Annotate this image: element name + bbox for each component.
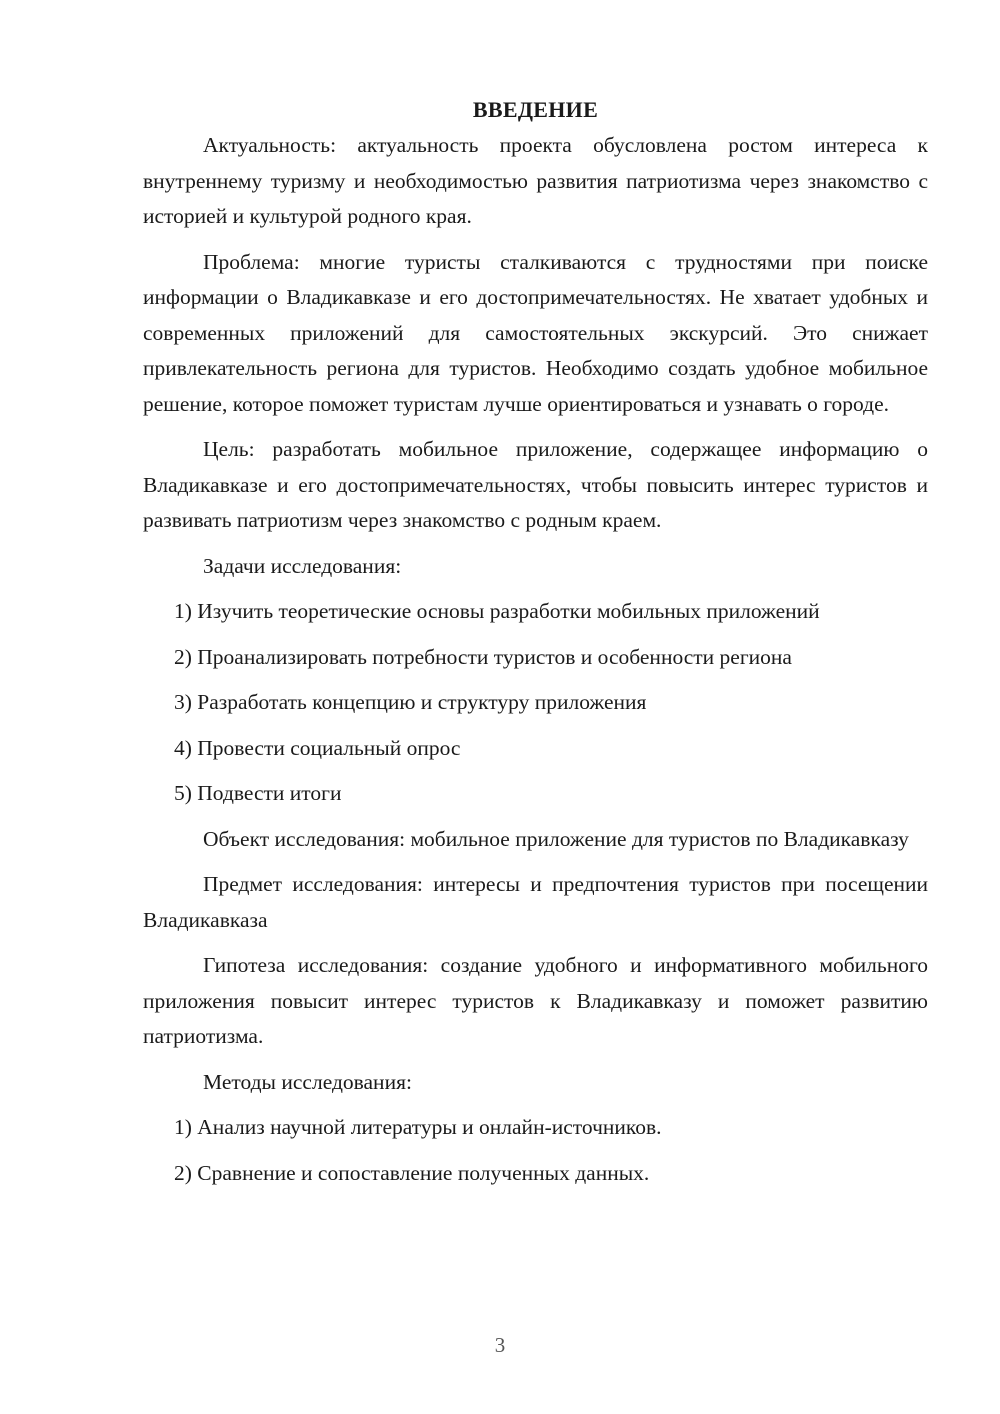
- hypothesis-paragraph: Гипотеза исследования: создание удобного и информативного мобильного приложения повысит интерес туристов к Владикавказу и поможет развитию патриотизма.: [143, 953, 928, 1048]
- task-item: 3) Разработать концепцию и структуру приложения: [174, 690, 647, 714]
- method-item: 2) Сравнение и сопоставление полученных данных.: [174, 1160, 650, 1185]
- page-number: 3: [494, 1333, 506, 1357]
- task-item: 1) Изучить теоретические основы разработки мобильных приложений: [174, 599, 820, 623]
- goal-paragraph: Цель: разработать мобильное приложение, содержащее информацию о Владикавказе и его достопримечательностях, чтобы повысить интерес туристов и развивать патриотизм через знакомство с родным краем.: [143, 437, 928, 532]
- methods-list: [143, 1110, 928, 1191]
- document-page: [143, 92, 928, 1201]
- object-paragraph: Объект исследования: мобильное приложение для туристов по Владикавказу: [203, 826, 909, 851]
- methods-heading: Методы исследования:: [203, 1069, 412, 1094]
- task-item: 2) Проанализировать потребности туристов и особенности региона: [174, 644, 792, 669]
- method-item: 1) Анализ научной литературы и онлайн-источников.: [174, 1115, 662, 1139]
- relevance-paragraph: Актуальность: актуальность проекта обусловлена ростом интереса к внутреннему туризму и необходимостью развития патриотизма через знакомство с историей и культурой родного края.: [143, 133, 928, 228]
- task-item: 5) Подвести итоги: [174, 781, 342, 805]
- task-item: 4) Провести социальный опрос: [174, 735, 461, 760]
- problem-paragraph: Проблема: многие туристы сталкиваются с трудностями при поиске информации о Владикавказе и его достопримечательностях. Не хватает удобных и современных приложений для самостоятельных экскурсий. Это снижает привлекательность региона для туристов. Необходимо создать удобное мобильное решение, которое поможет туристам лучше ориентироваться и узнавать о городе.: [143, 249, 928, 416]
- tasks-heading: Задачи исследования:: [203, 553, 402, 578]
- section-title: ВВЕДЕНИЕ: [472, 97, 599, 122]
- subject-paragraph: Предмет исследования: интересы и предпочтения туристов при посещении Владикавказа: [143, 872, 928, 932]
- tasks-list: [143, 594, 928, 812]
